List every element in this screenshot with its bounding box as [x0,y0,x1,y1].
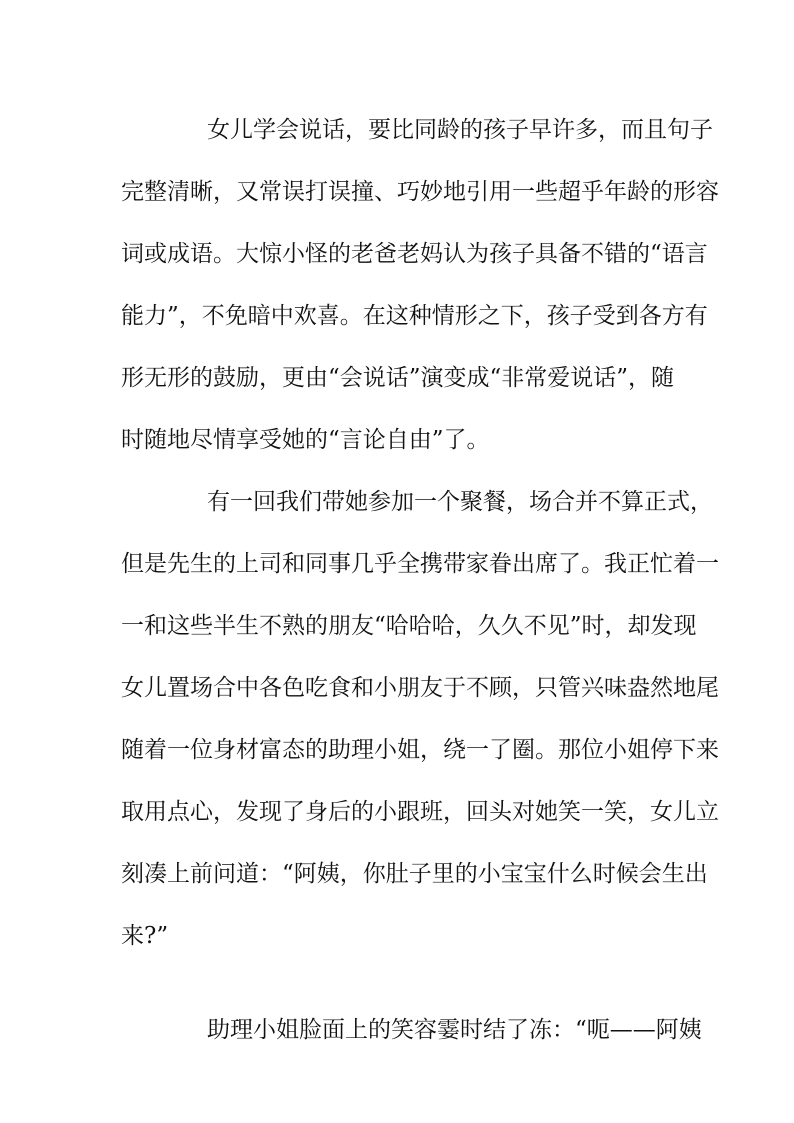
paragraph-3-line-1: 助理小姐脸面上的笑容霎时结了冻：“呃——阿姨 [207,1017,702,1043]
paragraph-1-line-6: 时随地尽情享受她的“言论自由”了。 [121,427,490,453]
paragraph-2-line-1: 有一回我们带她参加一个聚餐，场合并不算正式， [207,489,713,515]
paragraph-1-line-1: 女儿学会说话，要比同龄的孩子早许多，而且句子 [207,117,713,143]
paragraph-1-line-4: 能力”，不免暗中欢喜。在这种情形之下，孩子受到各方有 [121,303,708,329]
paragraph-2-line-7: 刻凑上前问道：“阿姨，你肚子里的小宝宝什么时候会生出 [121,861,708,887]
paragraph-2-line-3: 一和这些半生不熟的朋友“哈哈哈，久久不见”时，却发现 [121,613,697,639]
paragraph-2-line-5: 随着一位身材富态的助理小姐，绕一了圈。那位小姐停下来 [121,737,719,763]
paragraph-2-line-6: 取用点心，发现了身后的小跟班，回头对她笑一笑，女儿立 [121,799,719,825]
paragraph-1-line-3: 词或成语。大惊小怪的老爸老妈认为孩子具备不错的“语言 [121,241,708,267]
paragraph-2-line-2: 但是先生的上司和同事几乎全携带家眷出席了。我正忙着一 [121,551,719,577]
paragraph-1-line-2: 完整清晰，又常误打误撞、巧妙地引用一些超乎年龄的形容 [121,179,719,205]
paragraph-2-line-8: 来?” [121,923,169,949]
paragraph-1-line-5: 形无形的鼓励，更由“会说话”演变成“非常爱说话”，随 [121,365,675,391]
paragraph-2-line-4: 女儿置场合中各色吃食和小朋友于不顾，只管兴味盎然地尾 [121,675,719,701]
